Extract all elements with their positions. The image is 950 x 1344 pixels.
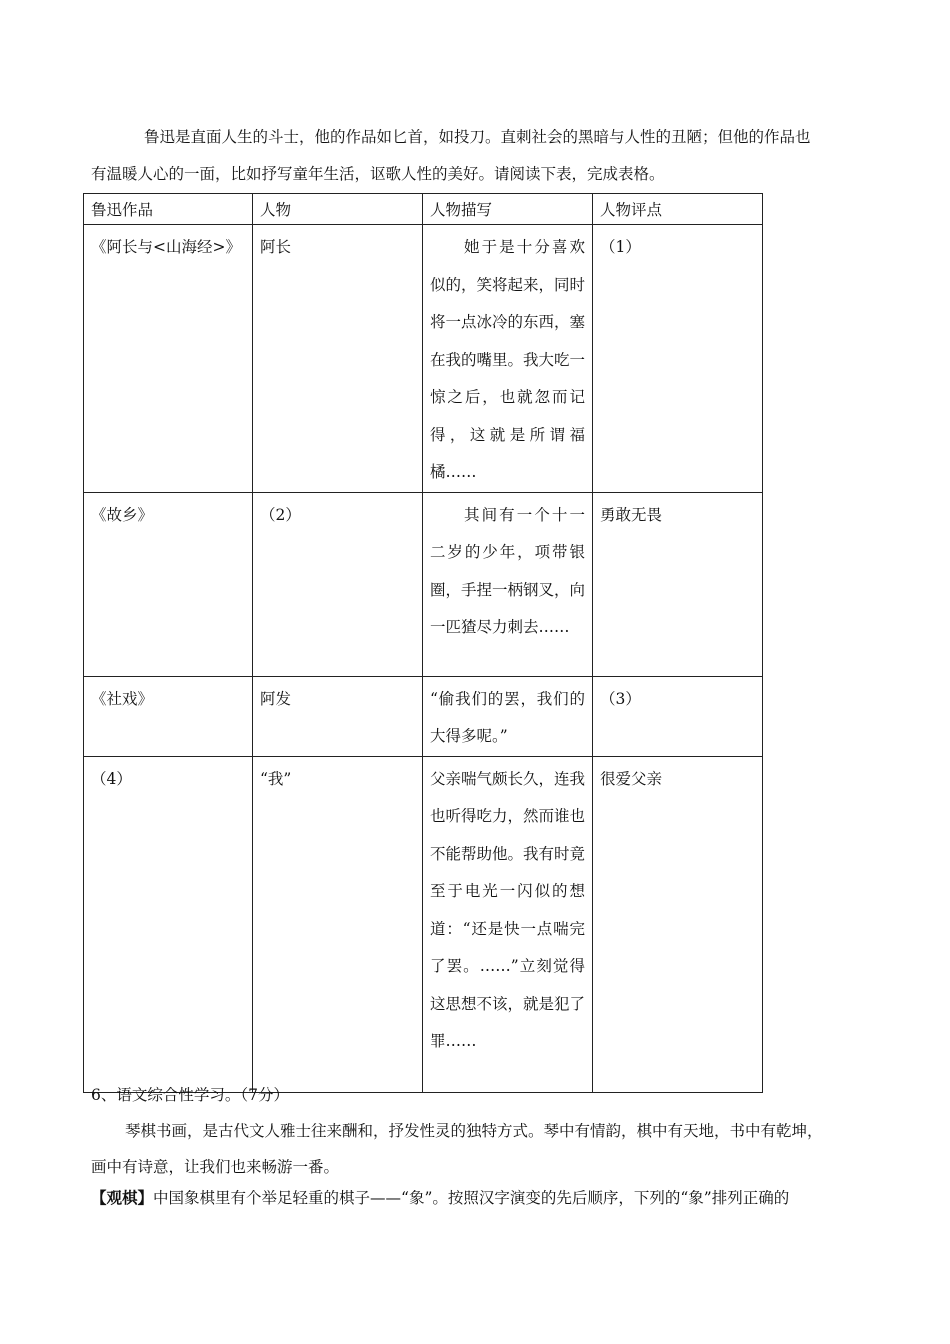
cell-work: 《阿长与<山海经>》 [84, 225, 253, 493]
cell-description: 她于是十分喜欢似的，笑将起来，同时将一点冰冷的东西，塞在我的嘴里。我大吃一惊之后，也就忽而记得，这就是所谓福橘…… [423, 225, 593, 493]
cell-person: （2） [253, 492, 423, 676]
guanqi-label: 【观棋】 [91, 1188, 154, 1207]
header-comment: 人物评点 [593, 194, 763, 225]
cell-description: 父亲喘气颇长久，连我也听得吃力，然而谁也不能帮助他。我有时竟至于电光一闪似的想道：“还是快一点喘完了罢。……”立刻觉得这思想不该，就是犯了罪…… [423, 756, 593, 1092]
header-work: 鲁迅作品 [84, 194, 253, 225]
intro-line-2: 有温暖人心的一面，比如抒写童年生活，讴歌人性的美好。请阅读下表，完成表格。 [91, 165, 665, 183]
question-6-intro [91, 1113, 873, 1185]
cell-work: 《社戏》 [84, 676, 253, 756]
cell-work: 《故乡》 [84, 492, 253, 676]
table-row [84, 225, 763, 493]
intro-paragraph [91, 119, 863, 193]
cell-description: “偷我们的罢，我们的大得多呢。” [423, 676, 593, 756]
guanqi-paragraph [91, 1186, 873, 1210]
cell-comment: 勇敢无畏 [593, 492, 763, 676]
cell-person: 阿长 [253, 225, 423, 493]
question-6-intro-line-2: 画中有诗意，让我们也来畅游一番。 [91, 1158, 340, 1176]
cell-person: 阿发 [253, 676, 423, 756]
cell-comment: 很爱父亲 [593, 756, 763, 1092]
intro-line-1: 鲁迅是直面人生的斗士，他的作品如匕首，如投刀。直刺社会的黑暗与人性的丑陋；但他的作品也 [144, 128, 811, 146]
table-row [84, 676, 763, 756]
table-row [84, 492, 763, 676]
cell-comment: （3） [593, 676, 763, 756]
cell-work: （4） [84, 756, 253, 1092]
guanqi-text: 中国象棋里有个举足轻重的棋子——“象”。按照汉字演变的先后顺序，下列的“象”排列正确的 [153, 1189, 790, 1207]
lu-xun-works-table [83, 193, 763, 1093]
table-row [84, 756, 763, 1092]
question-6-intro-line-1: 琴棋书画，是古代文人雅士往来酬和，抒发性灵的独特方式。琴中有情韵，棋中有天地，书中有乾坤， [125, 1122, 823, 1140]
question-6-heading: 6、语文综合性学习。（7分） [91, 1086, 289, 1104]
cell-comment: （1） [593, 225, 763, 493]
header-person: 人物 [253, 194, 423, 225]
cell-person: “我” [253, 756, 423, 1092]
header-description: 人物描写 [423, 194, 593, 225]
table-header-row [84, 194, 763, 225]
cell-description: 其间有一个十一二岁的少年，项带银圈，手捏一柄钢叉，向一匹猹尽力刺去…… [423, 492, 593, 676]
